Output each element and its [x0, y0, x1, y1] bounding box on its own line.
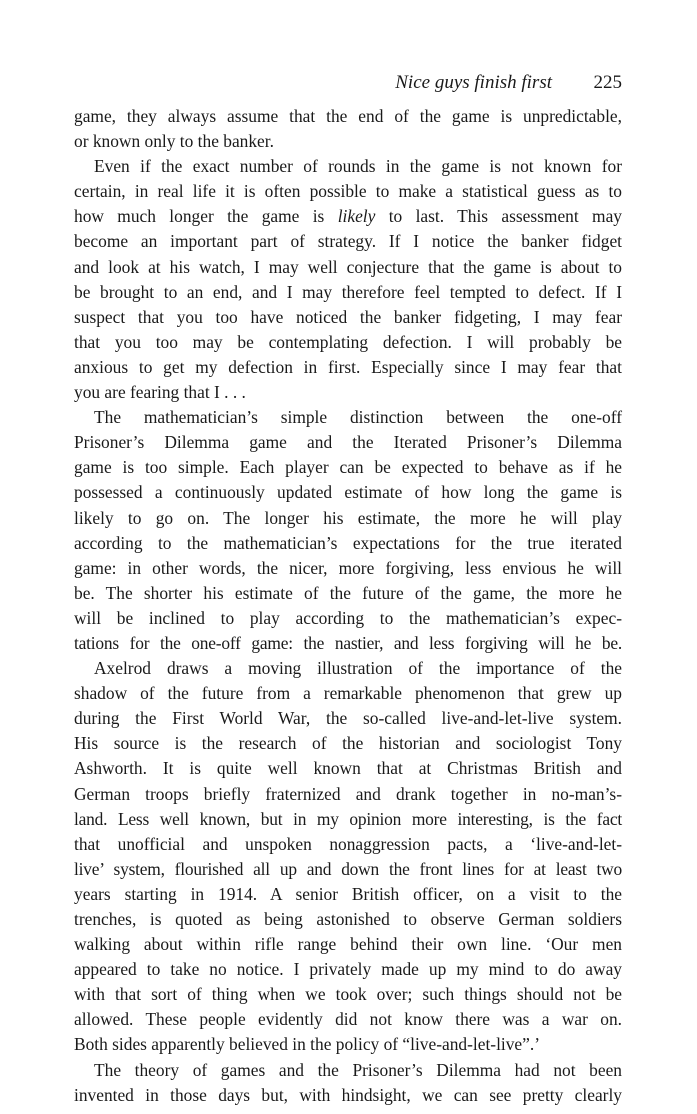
page-header — [74, 70, 622, 96]
text-line: allowed. These people evidently did not know there was a war on. — [74, 1009, 622, 1030]
text-line: Even if the exact number of rounds in the game is not known for — [94, 156, 622, 177]
text-line: and look at his watch, I may well conjecture that the game is about to — [74, 256, 622, 277]
text-line: Axelrod draws a moving illustration of the importance of the — [94, 658, 622, 679]
text-line: appeared to take no notice. I privately made up my mind to do away — [74, 959, 622, 980]
text-line: will be inclined to play according to the mathematician’s expec- — [74, 607, 622, 628]
text-line: or known only to the banker. — [74, 131, 274, 152]
text-line: Prisoner’s Dilemma game and the Iterated Prisoner’s Dilemma — [74, 432, 622, 453]
text-line: you are fearing that I . . . — [74, 382, 246, 403]
text-line: that you too may be contemplating defection. I will probably be — [74, 331, 622, 352]
text-line: shadow of the future from a remarkable phenomenon that grew up — [74, 683, 622, 704]
text-line: walking about within rifle range behind their own line. ‘Our men — [74, 934, 622, 955]
text-line: The theory of games and the Prisoner’s Dilemma had not been — [94, 1059, 622, 1080]
text-line: anxious to get my defection in first. Especially since I may fear that — [74, 356, 622, 377]
body-text — [74, 104, 622, 1108]
text-line — [74, 204, 622, 229]
text-segment: to last. This assessment may — [375, 206, 622, 227]
text-line: game, they always assume that the end of the game is unpredictable, — [74, 106, 622, 126]
page-number: 225 — [593, 72, 622, 93]
text-line: His source is the research of the historian and sociologist Tony — [74, 733, 622, 754]
text-line: according to the mathematician’s expectations for the true iterated — [74, 532, 622, 553]
text-line: Both sides apparently believed in the policy of “live-and-let-live”.’ — [74, 1034, 541, 1055]
text-line: invented in those days but, with hindsight, we can see pretty clearly — [74, 1084, 622, 1105]
text-line: Ashworth. It is quite well known that at Christmas British and — [74, 758, 622, 779]
text-line: German troops briefly fraternized and drank together in no-man’s- — [74, 783, 622, 804]
text-line: trenches, is quoted as being astonished to observe German soldiers — [74, 909, 622, 929]
text-line: land. Less well known, but in my opinion more interesting, is the fact — [74, 808, 622, 829]
text-line: be brought to an end, and I may therefore feel tempted to defect. If I — [74, 281, 622, 302]
text-line: during the First World War, the so-called live-and-let-live system. — [74, 708, 622, 729]
text-line: likely to go on. The longer his estimate, the more he will play — [74, 507, 622, 528]
text-line: with that sort of thing when we took over; such things should not be — [74, 984, 622, 1005]
text-line: that unofficial and unspoken nonaggression pacts, a ‘live-and-let- — [74, 833, 622, 854]
text-line: tations for the one-off game: the nastier, and less forgiving will he be. — [74, 632, 622, 653]
text-line: game is too simple. Each player can be expected to behave as if he — [74, 457, 622, 478]
text-segment: how much longer the game is — [74, 206, 338, 227]
text-line: game: in other words, the nicer, more forgiving, less envious he will — [74, 557, 622, 578]
text-line: The mathematician’s simple distinction between the one-off — [94, 407, 622, 428]
text-line: possessed a continuously updated estimate of how long the game is — [74, 482, 622, 503]
text-line: be. The shorter his estimate of the future of the game, the more he — [74, 582, 622, 603]
text-line: live’ system, flourished all up and down the front lines for at least two — [74, 858, 622, 879]
text-line: suspect that you too have noticed the banker fidgeting, I may fear — [74, 306, 622, 327]
running-title: Nice guys finish first — [395, 72, 552, 93]
text-line: become an important part of strategy. If I notice the banker fidget — [74, 231, 622, 252]
text-line: years starting in 1914. A senior British officer, on a visit to the — [74, 883, 622, 904]
emphasized-word: likely — [337, 206, 376, 227]
text-line: certain, in real life it is often possible to make a statistical guess as to — [74, 181, 622, 202]
